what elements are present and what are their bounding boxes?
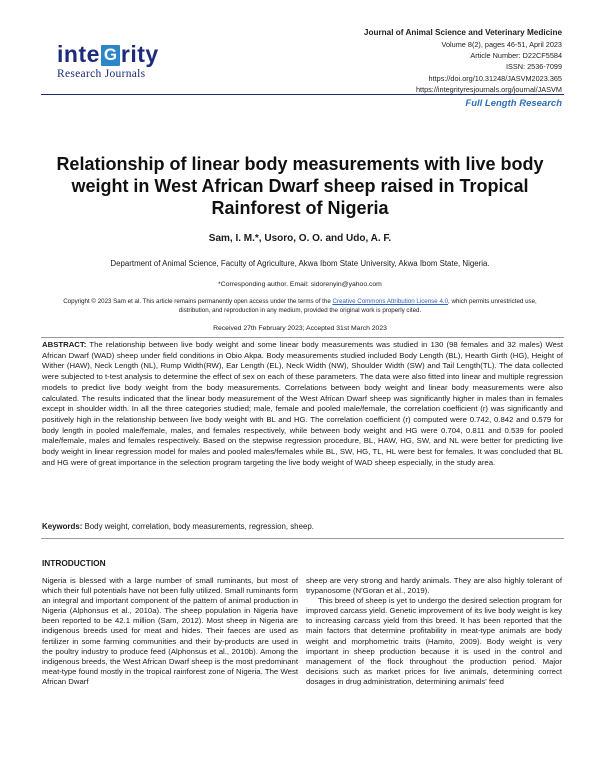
affiliation: Department of Animal Science, Faculty of Agriculture, Akwa Ibom State University, Akwa Ibom State, Nigeria. <box>110 259 490 268</box>
license-link[interactable]: Creative Commons Attribution License 4.0 <box>332 298 449 305</box>
intro-paragraph-3: This breed of sheep is yet to undergo the desired selection program for improved carcass yield. Genetic improvement of its live body weight is key to increasing carcass yield from this breed. It has been reported that the main factors that determine profitability in meat-type animals are body weight and morphometric traits (Hamito, 2009). Body weight is very important in sheep production because it is used in the control and management of the flock throughout the production period. Major decisions such as market prices for live animals, determining correct dosages in drug administration, determining animals' feed <box>306 596 562 686</box>
copyright-notice <box>50 297 550 315</box>
journal-info <box>364 27 562 95</box>
article-title: Relationship of linear body measurements with live body weight in West African Dwarf sheep raised in Tropical Rainforest of Nigeria <box>56 154 544 218</box>
logo-word-right: rity <box>120 41 159 67</box>
keywords-text: Body weight, correlation, body measurements, regression, sheep. <box>82 522 314 531</box>
keywords <box>42 522 563 531</box>
keywords-bottom-divider <box>41 538 564 539</box>
abstract-label: ABSTRACT: <box>42 340 87 349</box>
body-column-left <box>42 576 298 687</box>
introduction-heading: INTRODUCTION <box>42 558 106 568</box>
abstract-text: The relationship between live body weight and some linear body measurements was studied in 130 (98 females and 32 males) West African Dwarf (WAD) sheep under field conditions in Obio Akpa. Body measurements studied included Body Length (BL), Hearth Girth (HG), Height of Wither (HAW), Neck Length (NL), Rump Width(RW), Ear Length (EL), Neck Width (NW), Shoulder Width (SW) and Tail Length(TL). The data collected were subjected to t-test analysis to determine the effect of sex on each of these parameters. The data were also fitted into linear and multiple regression models to predict live body weight from the body measurements. Correlations between body weight and linear body measurements were also calculated. The results indicated that the linear body measurement of the West African Dwarf sheep was significantly higher in males than in females except in shoulder width. In all the three categories studied; male, female and pooled male/female, the correlation coefficient (r) was significantly and positively high in the relationship between live body weight with BL and HG. The correlation coefficient (r) computed were 0.742, 0.842 and 0.579 for body length in pooled male/female, males, and females respectively, while between body weight and HG were 0.704, 0.811 and 0.539 for pooled male/female, males and females respectively. Based on the stepwise regression procedure, BL, HAW, HG, SW, and NL were better for predicting live body weight in linear regression model for males and pooled males/females while BL, SW, HG, TL, HL were best for females. It was concluded that BL and HG were of great importance in the selection program targeting the live body weight of WAD sheep especially, in the study area. <box>42 340 563 467</box>
keywords-label: Keywords: <box>42 522 83 531</box>
logo-word-left: inte <box>57 41 100 67</box>
intro-paragraph-2: sheep are very strong and hardy animals. They are also highly tolerant of trypanosome (N'Goran et al., 2019). <box>306 576 562 596</box>
doi-link[interactable]: https://doi.org/10.31248/JASVM2023.365 <box>428 73 562 83</box>
abstract-top-divider <box>41 337 564 338</box>
corresponding-author: *Corresponding author. Email: sidorenyin@yahoo.com <box>218 281 382 288</box>
article-number: Article Number: D22CF5584 <box>470 51 562 61</box>
copyright-text-after: , which permits unrestricted use, distribution, and reproduction in any medium, provided the original work is properly cited. <box>178 298 537 314</box>
journal-url-link[interactable]: https://integrityresjournals.org/journal/JASVM <box>415 84 562 94</box>
journal-logo <box>57 38 175 80</box>
journal-name: Journal of Animal Science and Veterinary Medicine <box>363 28 562 37</box>
article-type: Full Length Research <box>465 98 562 109</box>
body-column-right <box>306 576 562 687</box>
header-divider <box>41 94 564 95</box>
logo-g-icon <box>101 45 120 66</box>
journal-volume: Volume 8(2), pages 46-51, April 2023 <box>441 40 562 49</box>
issn: ISSN: 2536-7099 <box>506 62 562 72</box>
logo-subtitle: Research Journals <box>57 68 146 80</box>
abstract <box>42 340 563 468</box>
logo-wordmark <box>57 38 175 66</box>
authors: Sam, I. M.*, Usoro, O. O. and Udo, A. F. <box>208 233 392 244</box>
received-dates: Received 27th February 2023; Accepted 31st March 2023 <box>213 325 387 332</box>
intro-paragraph-1: Nigeria is blessed with a large number of small ruminants, but most of which their full potentials have not been fully utilized. Small ruminants form an integral and important component of the pattern of animal production in Nigeria (Alphonsus et al., 2010a). The sheep population in Nigeria have been reported to be 42.1 million (Sam, 2012). Most sheep in Nigeria are indigenous breeds used for meat and hides. Their faeces are used as fertilizer in some farming communities and their by-products are used in the poultry industry to produce feed (Alphonsus et al., 2010b). Among the indigenous breeds, the West African Dwarf sheep is the most predominant meat-type found mostly in the tropical rainforest zone of Nigeria. The West African Dwarf <box>42 576 298 686</box>
copyright-text-before: Copyright © 2023 Sam et al. This article remains permanently open access under the terms of the <box>63 298 333 305</box>
